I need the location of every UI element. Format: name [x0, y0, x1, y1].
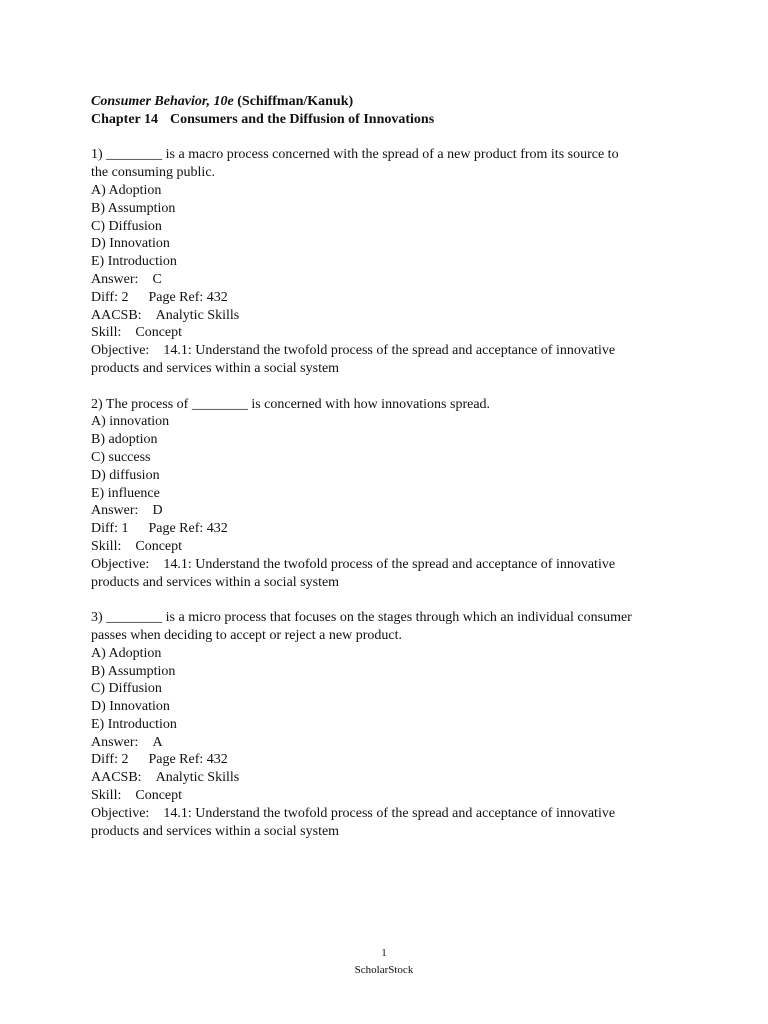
book-header — [91, 93, 691, 111]
chapter-label: Chapter 14 — [91, 111, 159, 127]
objective-line: products and services within a social system — [91, 574, 340, 590]
option-b: B) adoption — [91, 432, 158, 448]
skill-value: Concept — [135, 788, 183, 804]
question-3 — [91, 609, 691, 840]
book-title: Consumer Behavior, 10e — [91, 94, 234, 109]
objective-label: Objective: — [91, 343, 150, 359]
option-c: C) Diffusion — [91, 218, 162, 234]
aacsb-line — [91, 307, 691, 325]
skill-line — [91, 538, 691, 556]
option-c: C) Diffusion — [91, 681, 162, 697]
difficulty: Diff: 1 — [91, 521, 129, 537]
page-number: 1 — [381, 947, 387, 959]
option-b: B) Assumption — [91, 200, 176, 216]
aacsb-label: AACSB: — [91, 307, 142, 323]
option-e: E) Introduction — [91, 254, 177, 270]
answer-label: Answer: — [91, 271, 139, 287]
objective-line: products and services within a social system — [91, 823, 340, 839]
option-d: D) diffusion — [91, 467, 160, 483]
question-stem-line: 2) The process of ________ is concerned with how innovations spread. — [91, 396, 491, 412]
aacsb-value: Analytic Skills — [155, 307, 240, 323]
answer-value: D — [152, 503, 163, 519]
option-a: A) innovation — [91, 414, 170, 430]
question-stem-line: passes when deciding to accept or reject a new product. — [91, 627, 402, 643]
difficulty-line — [91, 289, 691, 307]
skill-value: Concept — [135, 325, 183, 341]
skill-value: Concept — [135, 538, 183, 554]
chapter-title: Consumers and the Diffusion of Innovations — [170, 111, 435, 127]
option-a: A) Adoption — [91, 645, 162, 661]
objective-text: 14.1: Understand the twofold process of the spread and acceptance of innovative — [163, 343, 616, 359]
question-stem-line: the consuming public. — [91, 165, 216, 181]
difficulty: Diff: 2 — [91, 752, 129, 768]
difficulty-line — [91, 751, 691, 769]
skill-line — [91, 324, 691, 342]
objective-line — [91, 556, 691, 574]
option-e: E) influence — [91, 485, 160, 501]
footer-brand: ScholarStock — [354, 964, 414, 976]
difficulty-line — [91, 520, 691, 538]
aacsb-line — [91, 769, 691, 787]
answer-line — [91, 734, 691, 752]
objective-label: Objective: — [91, 556, 150, 572]
option-a: A) Adoption — [91, 182, 162, 198]
objective-line — [91, 342, 691, 360]
option-d: D) Innovation — [91, 699, 170, 715]
page-ref: Page Ref: 432 — [148, 521, 228, 537]
skill-label: Skill: — [91, 538, 122, 554]
chapter-heading — [91, 111, 691, 129]
skill-label: Skill: — [91, 788, 122, 804]
book-authors: (Schiffman/Kanuk) — [237, 94, 354, 109]
question-stem-line: 1) ________ is a macro process concerned with the spread of a new product from its source to — [91, 147, 619, 163]
difficulty: Diff: 2 — [91, 289, 129, 305]
answer-line — [91, 271, 691, 289]
question-stem-line: 3) ________ is a micro process that focuses on the stages through which an individual consumer — [91, 610, 632, 626]
option-e: E) Introduction — [91, 716, 177, 732]
aacsb-label: AACSB: — [91, 770, 142, 786]
skill-label: Skill: — [91, 325, 122, 341]
option-b: B) Assumption — [91, 663, 176, 679]
objective-text: 14.1: Understand the twofold process of the spread and acceptance of innovative — [163, 556, 616, 572]
objective-line: products and services within a social system — [91, 360, 340, 376]
page-ref: Page Ref: 432 — [148, 752, 228, 768]
objective-label: Objective: — [91, 805, 150, 821]
option-d: D) Innovation — [91, 236, 170, 252]
answer-value: A — [152, 734, 163, 750]
option-c: C) success — [91, 449, 151, 465]
question-2 — [91, 396, 691, 592]
answer-label: Answer: — [91, 503, 139, 519]
objective-line — [91, 805, 691, 823]
answer-label: Answer: — [91, 734, 139, 750]
answer-value: C — [152, 271, 162, 287]
skill-line — [91, 787, 691, 805]
document-page — [91, 93, 691, 858]
aacsb-value: Analytic Skills — [155, 770, 240, 786]
objective-text: 14.1: Understand the twofold process of the spread and acceptance of innovative — [163, 805, 616, 821]
page-ref: Page Ref: 432 — [148, 289, 228, 305]
answer-line — [91, 502, 691, 520]
question-1 — [91, 146, 691, 377]
